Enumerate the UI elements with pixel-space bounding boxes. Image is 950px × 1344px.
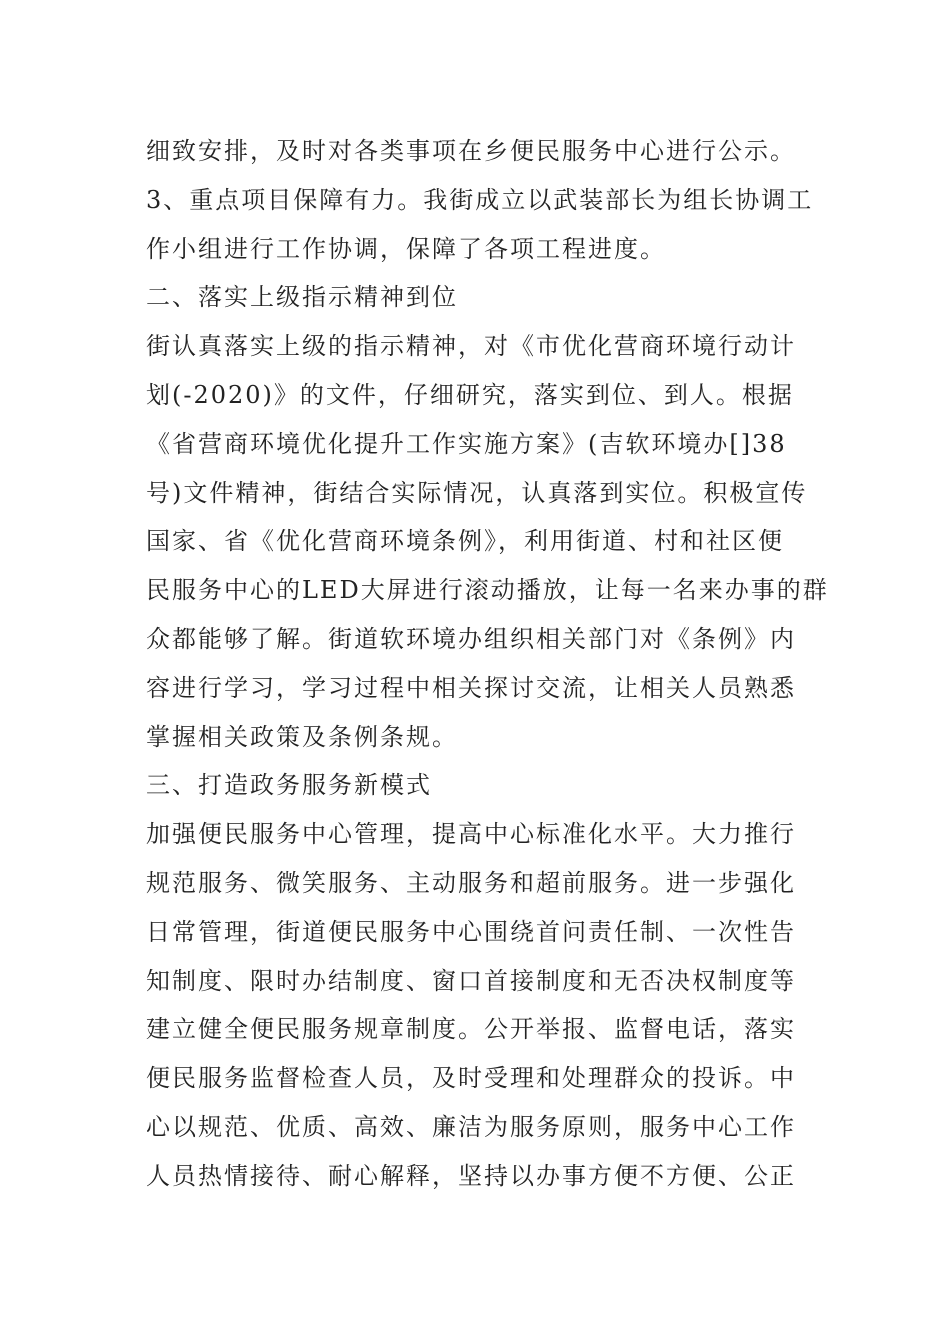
text-line: 民服务中心的LED大屏进行滚动播放，让每一名来办事的群 bbox=[146, 576, 829, 605]
document-body bbox=[146, 127, 829, 1201]
text-line: 人员热情接待、耐心解释，坚持以办事方便不方便、公正 bbox=[146, 1161, 796, 1190]
text-line: 建立健全便民服务规章制度。公开举报、监督电话，落实 bbox=[146, 1015, 796, 1044]
text-line: 街认真落实上级的指示精神，对《市优化营商环境行动计 bbox=[146, 332, 796, 361]
text-line: 3、重点项目保障有力。我街成立以武装部长为组长协调工 bbox=[146, 185, 814, 214]
text-line: 掌握相关政策及条例条规。 bbox=[146, 722, 458, 751]
text-line: 划(-2020)》的文件，仔细研究，落实到位、到人。根据 bbox=[146, 380, 794, 409]
text-line: 众都能够了解。街道软环境办组织相关部门对《条例》内 bbox=[146, 624, 796, 653]
text-line: 规范服务、微笑服务、主动服务和超前服务。进一步强化 bbox=[146, 868, 796, 897]
text-line: 日常管理，街道便民服务中心围绕首问责任制、一次性告 bbox=[146, 917, 796, 946]
text-line: 知制度、限时办结制度、窗口首接制度和无否决权制度等 bbox=[146, 966, 796, 995]
text-line: 容进行学习，学习过程中相关探讨交流，让相关人员熟悉 bbox=[146, 673, 796, 702]
text-line: 细致安排，及时对各类事项在乡便民服务中心进行公示。 bbox=[146, 137, 796, 165]
text-line: 便民服务监督检查人员，及时受理和处理群众的投诉。中 bbox=[146, 1064, 796, 1093]
section-heading: 三、打造政务服务新模式 bbox=[146, 771, 432, 800]
text-line: 作小组进行工作协调，保障了各项工程进度。 bbox=[146, 234, 666, 263]
text-line: 心以规范、优质、高效、廉洁为服务原则，服务中心工作 bbox=[146, 1112, 796, 1141]
text-line: 国家、省《优化营商环境条例》，利用街道、村和社区便 bbox=[146, 527, 784, 556]
text-line: 号)文件精神，街结合实际情况，认真落到实位。积极宣传 bbox=[146, 478, 808, 507]
section-heading: 二、落实上级指示精神到位 bbox=[146, 283, 458, 312]
text-line: 《省营商环境优化提升工作实施方案》(吉软环境办[]38 bbox=[146, 429, 787, 458]
text-line: 加强便民服务中心管理，提高中心标准化水平。大力推行 bbox=[146, 820, 796, 849]
